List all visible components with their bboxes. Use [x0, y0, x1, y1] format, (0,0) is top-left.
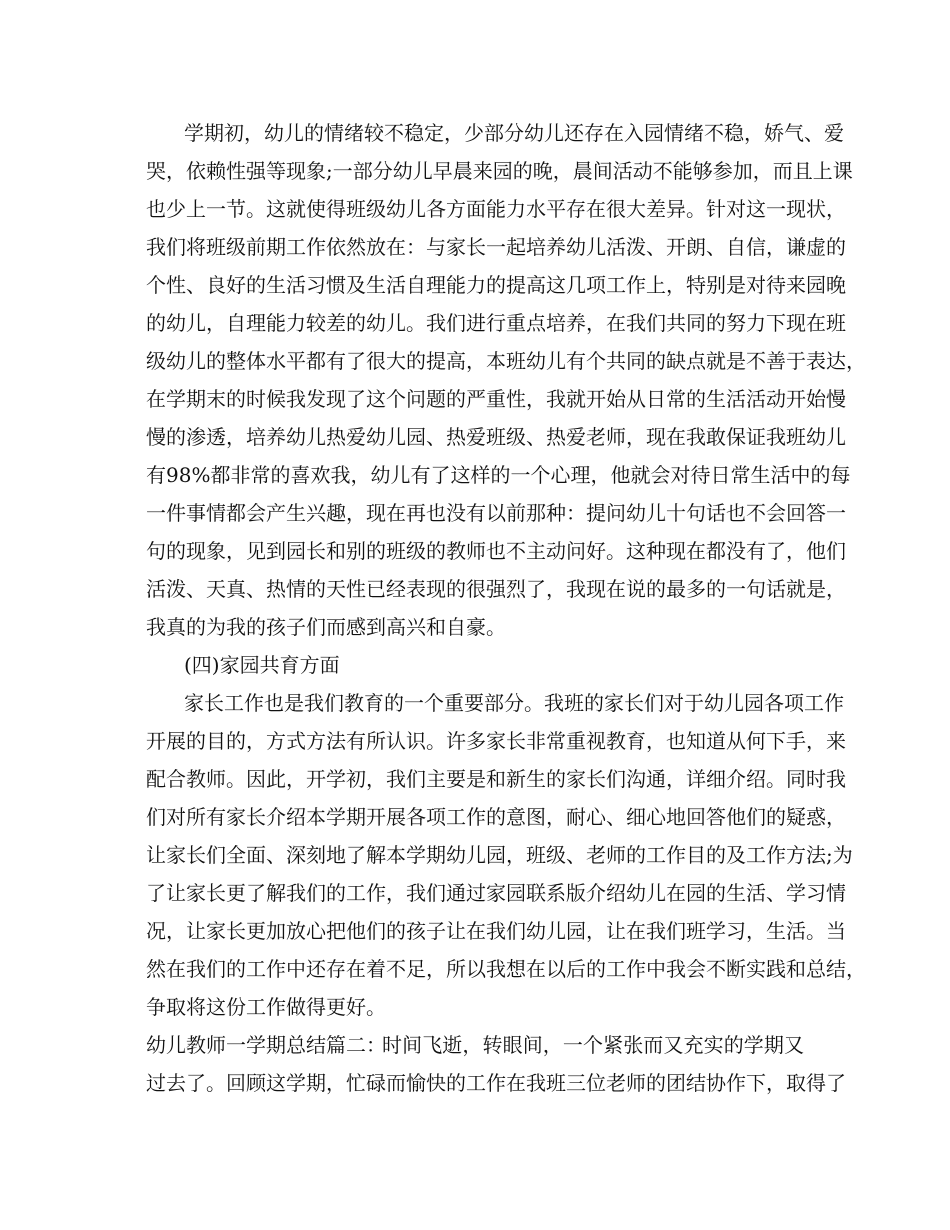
paragraph1-line-4: 我们将班级前期工作依然放在：与家长一起培养幼儿活泼、开朗、自信，谦虚的 — [146, 235, 846, 259]
part-title: 幼儿教师一学期总结篇二： — [146, 1033, 386, 1057]
paragraph2-line-2: 开展的目的，方式方法有所认识。许多家长非常重视教育，也知道从何下手，来 — [146, 729, 846, 753]
paragraph1-line-14: 我真的为我的孩子们而感到高兴和自豪。 — [146, 615, 506, 639]
paragraph1-line-12: 句的现象，见到园长和别的班级的教师也不主动问好。这种现在都没有了，他们 — [146, 539, 846, 563]
paragraph2-line-4: 们对所有家长介绍本学期开展各项工作的意图，耐心、细心地回答他们的疑惑， — [146, 805, 846, 829]
paragraph1-line-2: 哭，依赖性强等现象;一部分幼儿早晨来园的晚，晨间活动不能够参加，而且上课 — [146, 159, 853, 183]
paragraph2-line-7: 况，让家长更加放心把他们的孩子让在我们幼儿园，让在我们班学习，生活。当 — [146, 919, 846, 943]
paragraph1-line-9: 慢的渗透，培养幼儿热爱幼儿园、热爱班级、热爱老师，现在我敢保证我班幼儿 — [146, 425, 846, 449]
paragraph2-line-8: 然在我们的工作中还存在着不足，所以我想在以后的工作中我会不断实践和总结， — [146, 957, 866, 981]
paragraph1-line-5: 个性、良好的生活习惯及生活自理能力的提高这几项工作上，特别是对待来园晚 — [146, 273, 846, 297]
paragraph1-line-3: 也少上一节。这就使得班级幼儿各方面能力水平存在很大差异。针对这一现状， — [146, 197, 846, 221]
paragraph2-line-1: 家长工作也是我们教育的一个重要部分。我班的家长们对于幼儿园各项工作 — [184, 691, 844, 715]
paragraph2-line-9: 争取将这份工作做得更好。 — [146, 995, 386, 1019]
paragraph1-line-1: 学期初，幼儿的情绪较不稳定，少部分幼儿还存在入园情绪不稳，娇气、爱 — [184, 121, 844, 145]
paragraph3-line-2: 过去了。回顾这学期，忙碌而愉快的工作在我班三位老师的团结协作下，取得了 — [146, 1071, 846, 1095]
paragraph1-line-13: 活泼、天真、热情的天性已经表现的很强烈了，我现在说的最多的一句话就是， — [146, 577, 846, 601]
section-heading: (四)家园共育方面 — [184, 653, 340, 677]
paragraph1-line-8: 在学期末的时候我发现了这个问题的严重性，我就开始从日常的生活活动开始慢 — [146, 387, 846, 411]
paragraph2-line-6: 了让家长更了解我们的工作，我们通过家园联系版介绍幼儿在园的生活、学习情 — [146, 881, 846, 905]
paragraph2-line-3: 配合教师。因此，开学初，我们主要是和新生的家长们沟通，详细介绍。同时我 — [146, 767, 846, 791]
paragraph1-line-10: 有98%都非常的喜欢我，幼儿有了这样的一个心理，他就会对待日常生活中的每 — [146, 463, 851, 487]
paragraph1-line-11: 一件事情都会产生兴趣，现在再也没有以前那种：提问幼儿十句话也不会回答一 — [146, 501, 846, 525]
paragraph2-line-5: 让家长们全面、深刻地了解本学期幼儿园，班级、老师的工作目的及工作方法;为 — [146, 843, 853, 867]
paragraph1-line-7: 级幼儿的整体水平都有了很大的提高，本班幼儿有个共同的缺点就是不善于表达， — [146, 349, 866, 373]
paragraph1-line-6: 的幼儿，自理能力较差的幼儿。我们进行重点培养，在我们共同的努力下现在班 — [146, 311, 846, 335]
paragraph3-line-1: 时间飞逝，转眼间，一个紧张而又充实的学期又 — [382, 1033, 804, 1057]
part-title-row — [146, 1026, 806, 1064]
